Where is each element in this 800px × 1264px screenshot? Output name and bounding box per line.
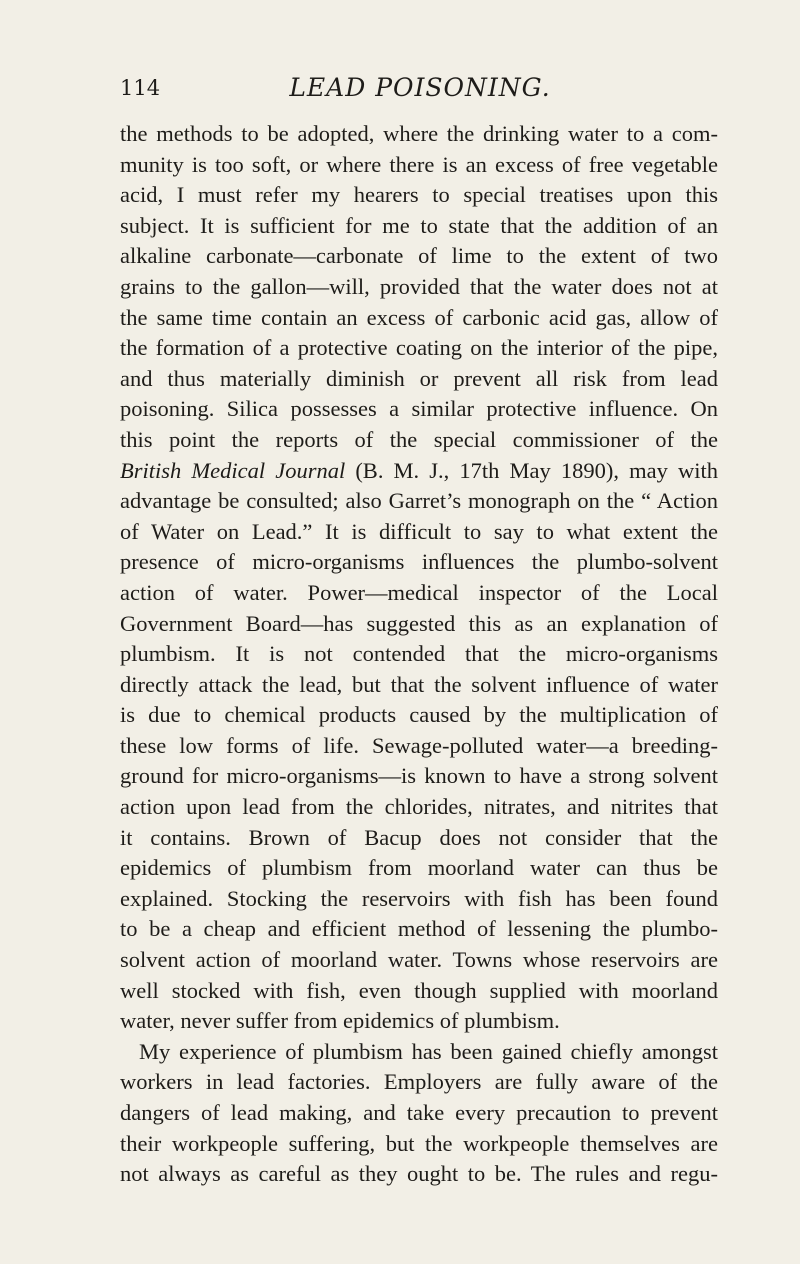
text-line: alkaline carbonate—carbonate of lime to the extent of two [120, 243, 718, 269]
text-line: My experience of plumbism has been gained chiefly amongst [139, 1038, 718, 1064]
text-line: of Water on Lead.” It is difficult to say to what extent the [120, 518, 718, 544]
text-line: these low forms of life. Sewage-polluted water—a breeding- [120, 732, 718, 758]
running-head: LEAD POISONING. [289, 73, 551, 102]
text-line: is due to chemical products caused by the multiplication of [120, 702, 718, 728]
page-header [120, 70, 720, 106]
text-line: well stocked with fish, even though supplied with moorland [120, 977, 718, 1003]
text-line: it contains. Brown of Bacup does not consider that the [120, 824, 718, 850]
text-line: acid, I must refer my hearers to special treatises upon this [120, 182, 718, 208]
text-line: workers in lead factories. Employers are fully aware of the [120, 1069, 718, 1095]
text-line: not always as careful as they ought to be. The rules and regu- [120, 1161, 718, 1187]
text-line: directly attack the lead, but that the solvent influence of water [120, 671, 718, 697]
body-text [120, 119, 718, 1190]
citation-text: (B. M. J., 17th May 1890), may with [345, 457, 718, 483]
text-line: grains to the gallon—will, provided that the water does not at [120, 273, 718, 299]
text-line: their workpeople suffering, but the workpeople themselves are [120, 1130, 718, 1156]
text-line: plumbism. It is not contended that the micro-organisms [120, 641, 718, 667]
text-line: advantage be consulted; also Garret’s monograph on the “ Action [120, 488, 718, 514]
text-line: subject. It is sufficient for me to state that the addition of an [120, 212, 718, 238]
text-line: to be a cheap and efficient method of lessening the plumbo- [120, 916, 718, 942]
text-line: action of water. Power—medical inspector of the Local [120, 579, 718, 605]
text-line-journal-citation [120, 456, 718, 487]
text-line: epidemics of plumbism from moorland water can thus be [120, 855, 718, 881]
text-line: Government Board—has suggested this as an explanation of [120, 610, 718, 636]
text-line: action upon lead from the chlorides, nitrates, and nitrites that [120, 794, 718, 820]
text-line: presence of micro-organisms influences the plumbo-solvent [120, 549, 718, 575]
text-line: dangers of lead making, and take every precaution to prevent [120, 1100, 718, 1125]
page-number: 114 [120, 76, 161, 100]
text-line: munity is too soft, or where there is an excess of free vegetable [120, 151, 718, 177]
text-line: the formation of a protective coating on the interior of the pipe, [120, 335, 718, 361]
text-line: poisoning. Silica possesses a similar protective influence. On [120, 396, 718, 422]
text-line: the same time contain an excess of carbonic acid gas, allow of [120, 304, 718, 330]
text-line: the methods to be adopted, where the drinking water to a com- [120, 121, 718, 146]
text-line: ground for micro-organisms—is known to have a strong solvent [120, 763, 718, 789]
journal-title: British Medical Journal [120, 457, 346, 483]
text-line: and thus materially diminish or prevent all risk from lead [120, 365, 718, 391]
text-line: water, never suffer from epidemics of plumbism. [120, 1008, 560, 1034]
text-line: explained. Stocking the reservoirs with fish has been found [120, 885, 718, 911]
text-line: this point the reports of the special commissioner of the [120, 426, 718, 452]
text-line: solvent action of moorland water. Towns whose reservoirs are [120, 947, 718, 973]
